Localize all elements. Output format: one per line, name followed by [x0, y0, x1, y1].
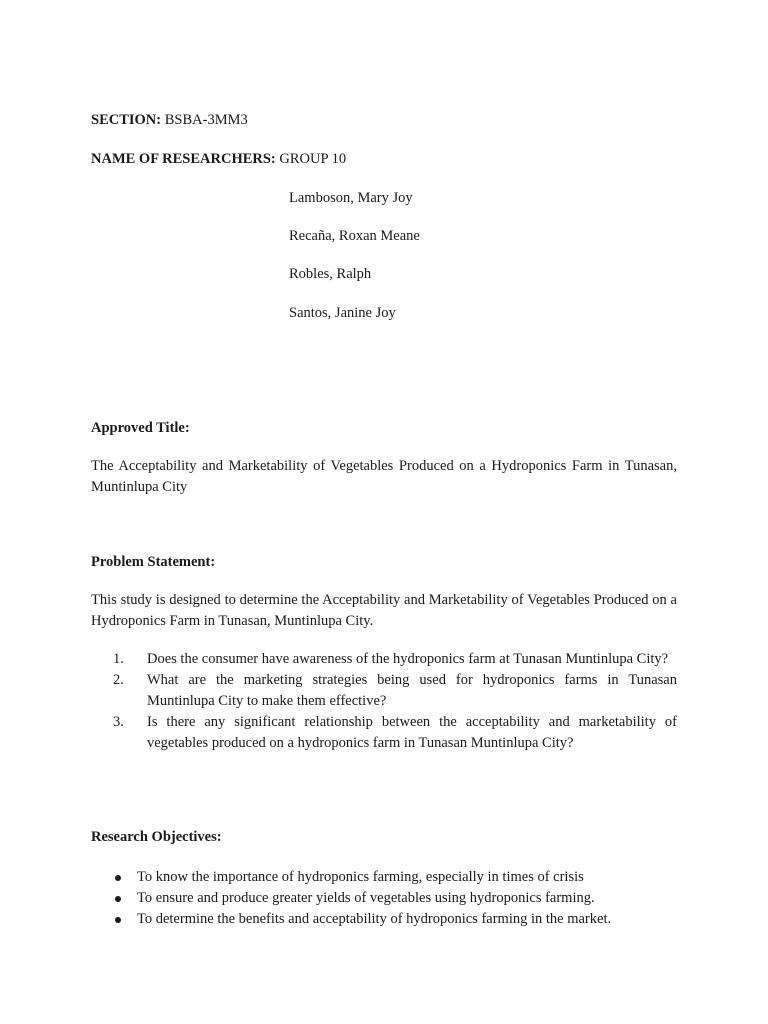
section-line	[91, 110, 248, 131]
bullet-icon	[115, 896, 121, 902]
objective-text: To know the importance of hydroponics farming, especially in times of crisis	[137, 869, 584, 885]
approved-title-text: The Acceptability and Marketability of Vegetables Produced on a Hydroponics Farm in Tunasan, Muntinlupa City	[91, 458, 677, 495]
list-item	[91, 888, 677, 909]
member-name: Lamboson, Mary Joy	[289, 190, 413, 206]
list-number: 3.	[113, 714, 124, 730]
list-item	[91, 670, 677, 712]
member-name: Recaña, Roxan Meane	[289, 228, 420, 244]
researchers-line	[91, 149, 346, 170]
list-item	[91, 909, 677, 930]
question-text: What are the marketing strategies being used for hydroponics farms in Tunasan Muntinlupa City to make them effective?	[147, 672, 677, 709]
research-objectives-heading: Research Objectives:	[91, 829, 222, 845]
research-questions-list	[91, 649, 677, 754]
question-text: Is there any significant relationship between the acceptability and marketability of vegetables produced on a hydroponics farm in Tunasan Muntinlupa City?	[147, 714, 677, 751]
problem-statement-heading: Problem Statement:	[91, 554, 216, 570]
list-number: 2.	[113, 672, 124, 688]
researchers-value: GROUP 10	[279, 151, 347, 167]
list-number: 1.	[113, 651, 124, 667]
objective-text: To ensure and produce greater yields of vegetables using hydroponics farming.	[137, 890, 595, 906]
list-item	[91, 712, 677, 754]
list-item	[91, 649, 677, 670]
member-name: Robles, Ralph	[289, 266, 372, 282]
list-item	[91, 867, 677, 888]
bullet-icon	[115, 917, 121, 923]
question-text: Does the consumer have awareness of the hydroponics farm at Tunasan Muntinlupa City?	[147, 651, 669, 667]
section-label: SECTION:	[91, 112, 162, 128]
researchers-label: NAME OF RESEARCHERS:	[91, 151, 276, 167]
member-name: Santos, Janine Joy	[289, 305, 396, 321]
objectives-list	[91, 867, 677, 930]
objective-text: To determine the benefits and acceptability of hydroponics farming in the market.	[137, 911, 612, 927]
section-value: BSBA-3MM3	[164, 112, 248, 128]
problem-statement-intro: This study is designed to determine the Acceptability and Marketability of Vegetables Produced on a Hydroponics Farm in Tunasan, Muntinlupa City.	[91, 592, 677, 629]
approved-title-heading: Approved Title:	[91, 420, 190, 436]
bullet-icon	[115, 875, 121, 881]
